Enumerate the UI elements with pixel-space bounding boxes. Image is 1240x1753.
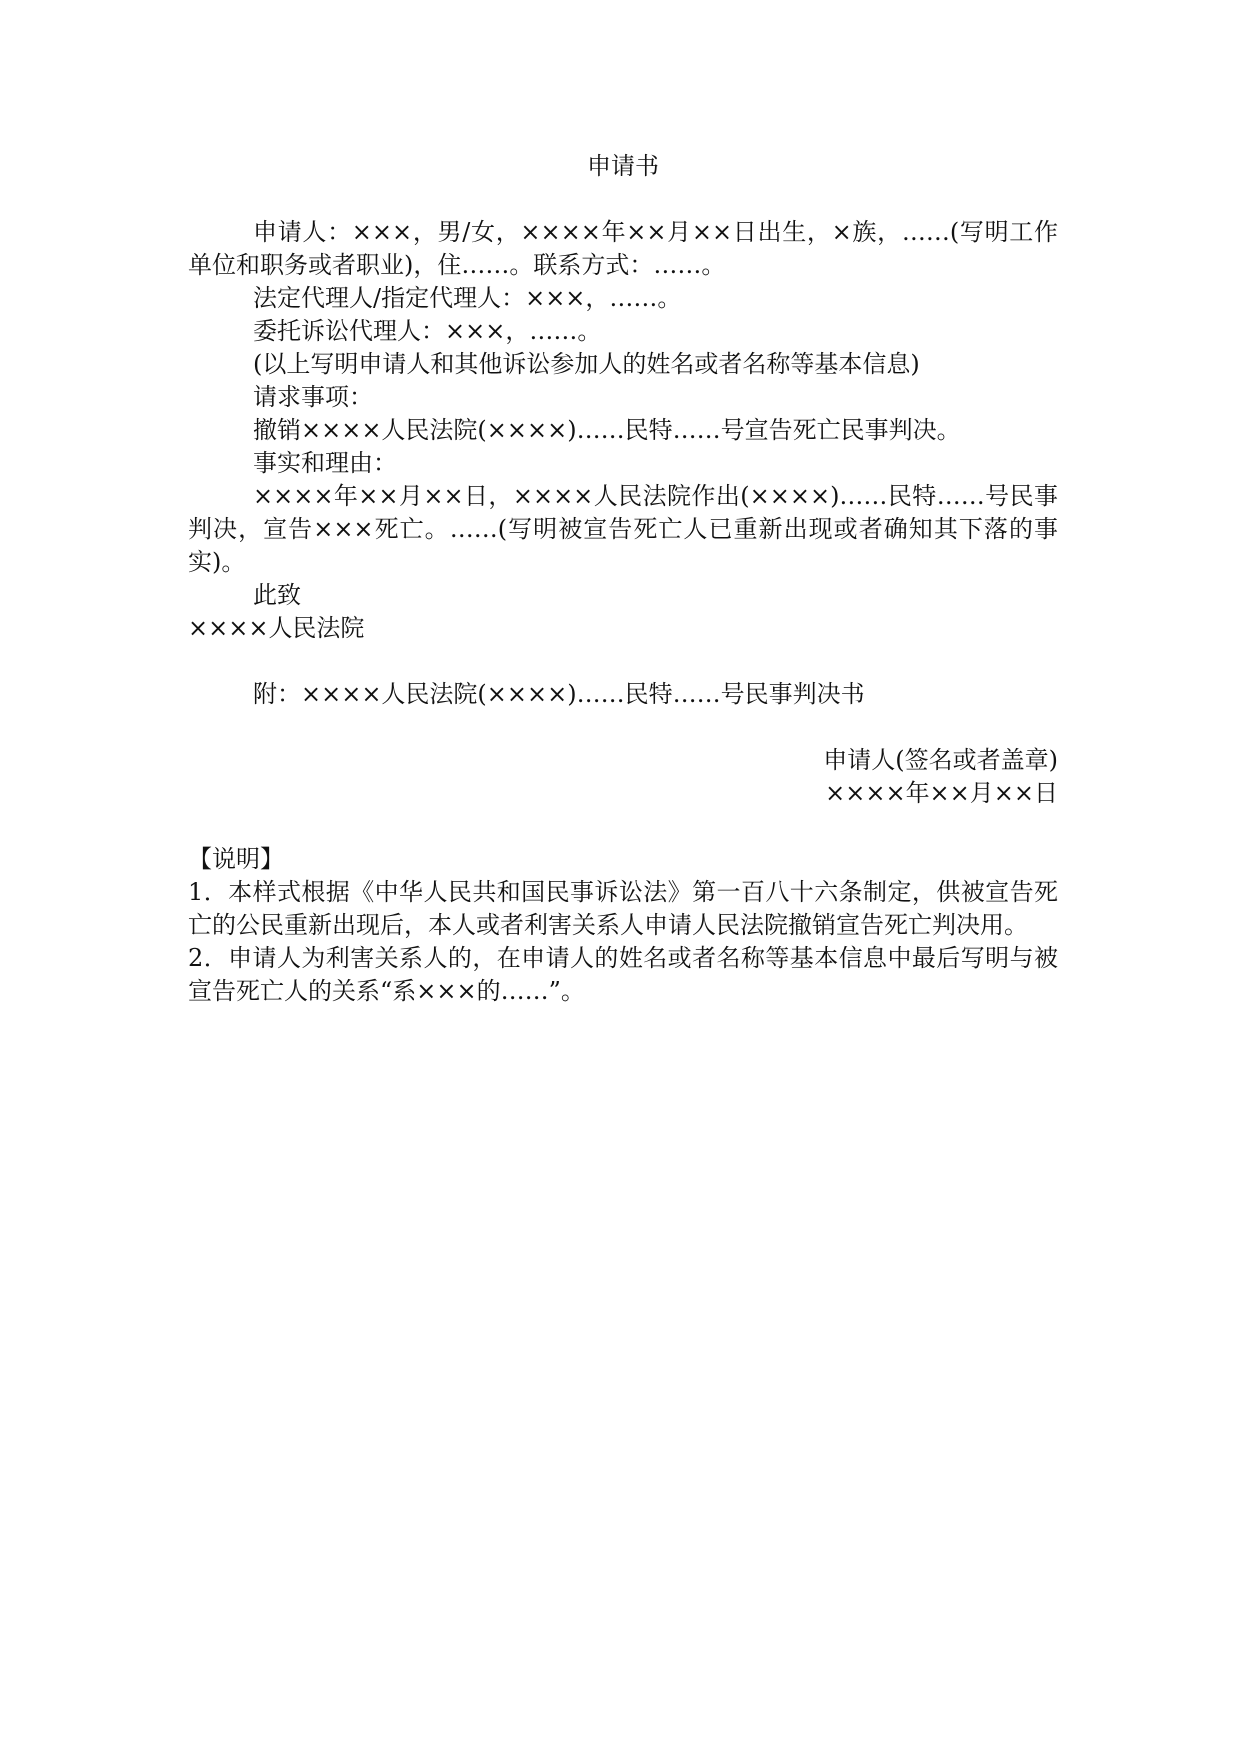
notes-item: 2．申请人为利害关系人的，在申请人的姓名或者名称等基本信息中最后写明与被宣告死亡人的关系“系×××的……”。: [188, 944, 1058, 1005]
court-name: ××××人民法院: [188, 614, 365, 642]
facts-heading: 事实和理由：: [253, 449, 397, 477]
legal-agent: 法定代理人/指定代理人：×××，……。: [253, 284, 682, 312]
request-heading: 请求事项：: [253, 383, 373, 411]
spacer: [188, 711, 1058, 744]
attachment-line: 附：××××人民法院(××××)……民特……号民事判决书: [253, 680, 865, 708]
salutation: 此致: [253, 581, 301, 609]
document-title: 申请书: [587, 152, 659, 180]
document-page: [188, 150, 1058, 1008]
applicant-info: 申请人：×××，男/女，××××年××月××日出生，×族，……(写明工作单位和职务或者职业)，住……。联系方式：……。: [188, 218, 1058, 279]
parties-note: (以上写明申请人和其他诉讼参加人的姓名或者名称等基本信息): [253, 350, 920, 378]
spacer: [188, 645, 1058, 678]
entrusted-agent: 委托诉讼代理人：×××，……。: [253, 317, 602, 345]
request-content: 撤销××××人民法院(××××)……民特……号宣告死亡民事判决。: [253, 416, 961, 444]
signature-line: 申请人(签名或者盖章): [823, 746, 1058, 774]
date-line: ××××年××月××日: [825, 779, 1058, 807]
notes-item: 1．本样式根据《中华人民共和国民事诉讼法》第一百八十六条制定，供被宣告死亡的公民重新出现后，本人或者利害关系人申请人民法院撤销宣告死亡判决用。: [188, 878, 1058, 939]
notes-section: [188, 843, 1058, 1008]
notes-heading: 【说明】: [188, 845, 284, 873]
facts-content: ××××年××月××日，××××人民法院作出(××××)……民特……号民事判决，宣告×××死亡。……(写明被宣告死亡人已重新出现或者确知其下落的事实)。: [188, 482, 1058, 576]
